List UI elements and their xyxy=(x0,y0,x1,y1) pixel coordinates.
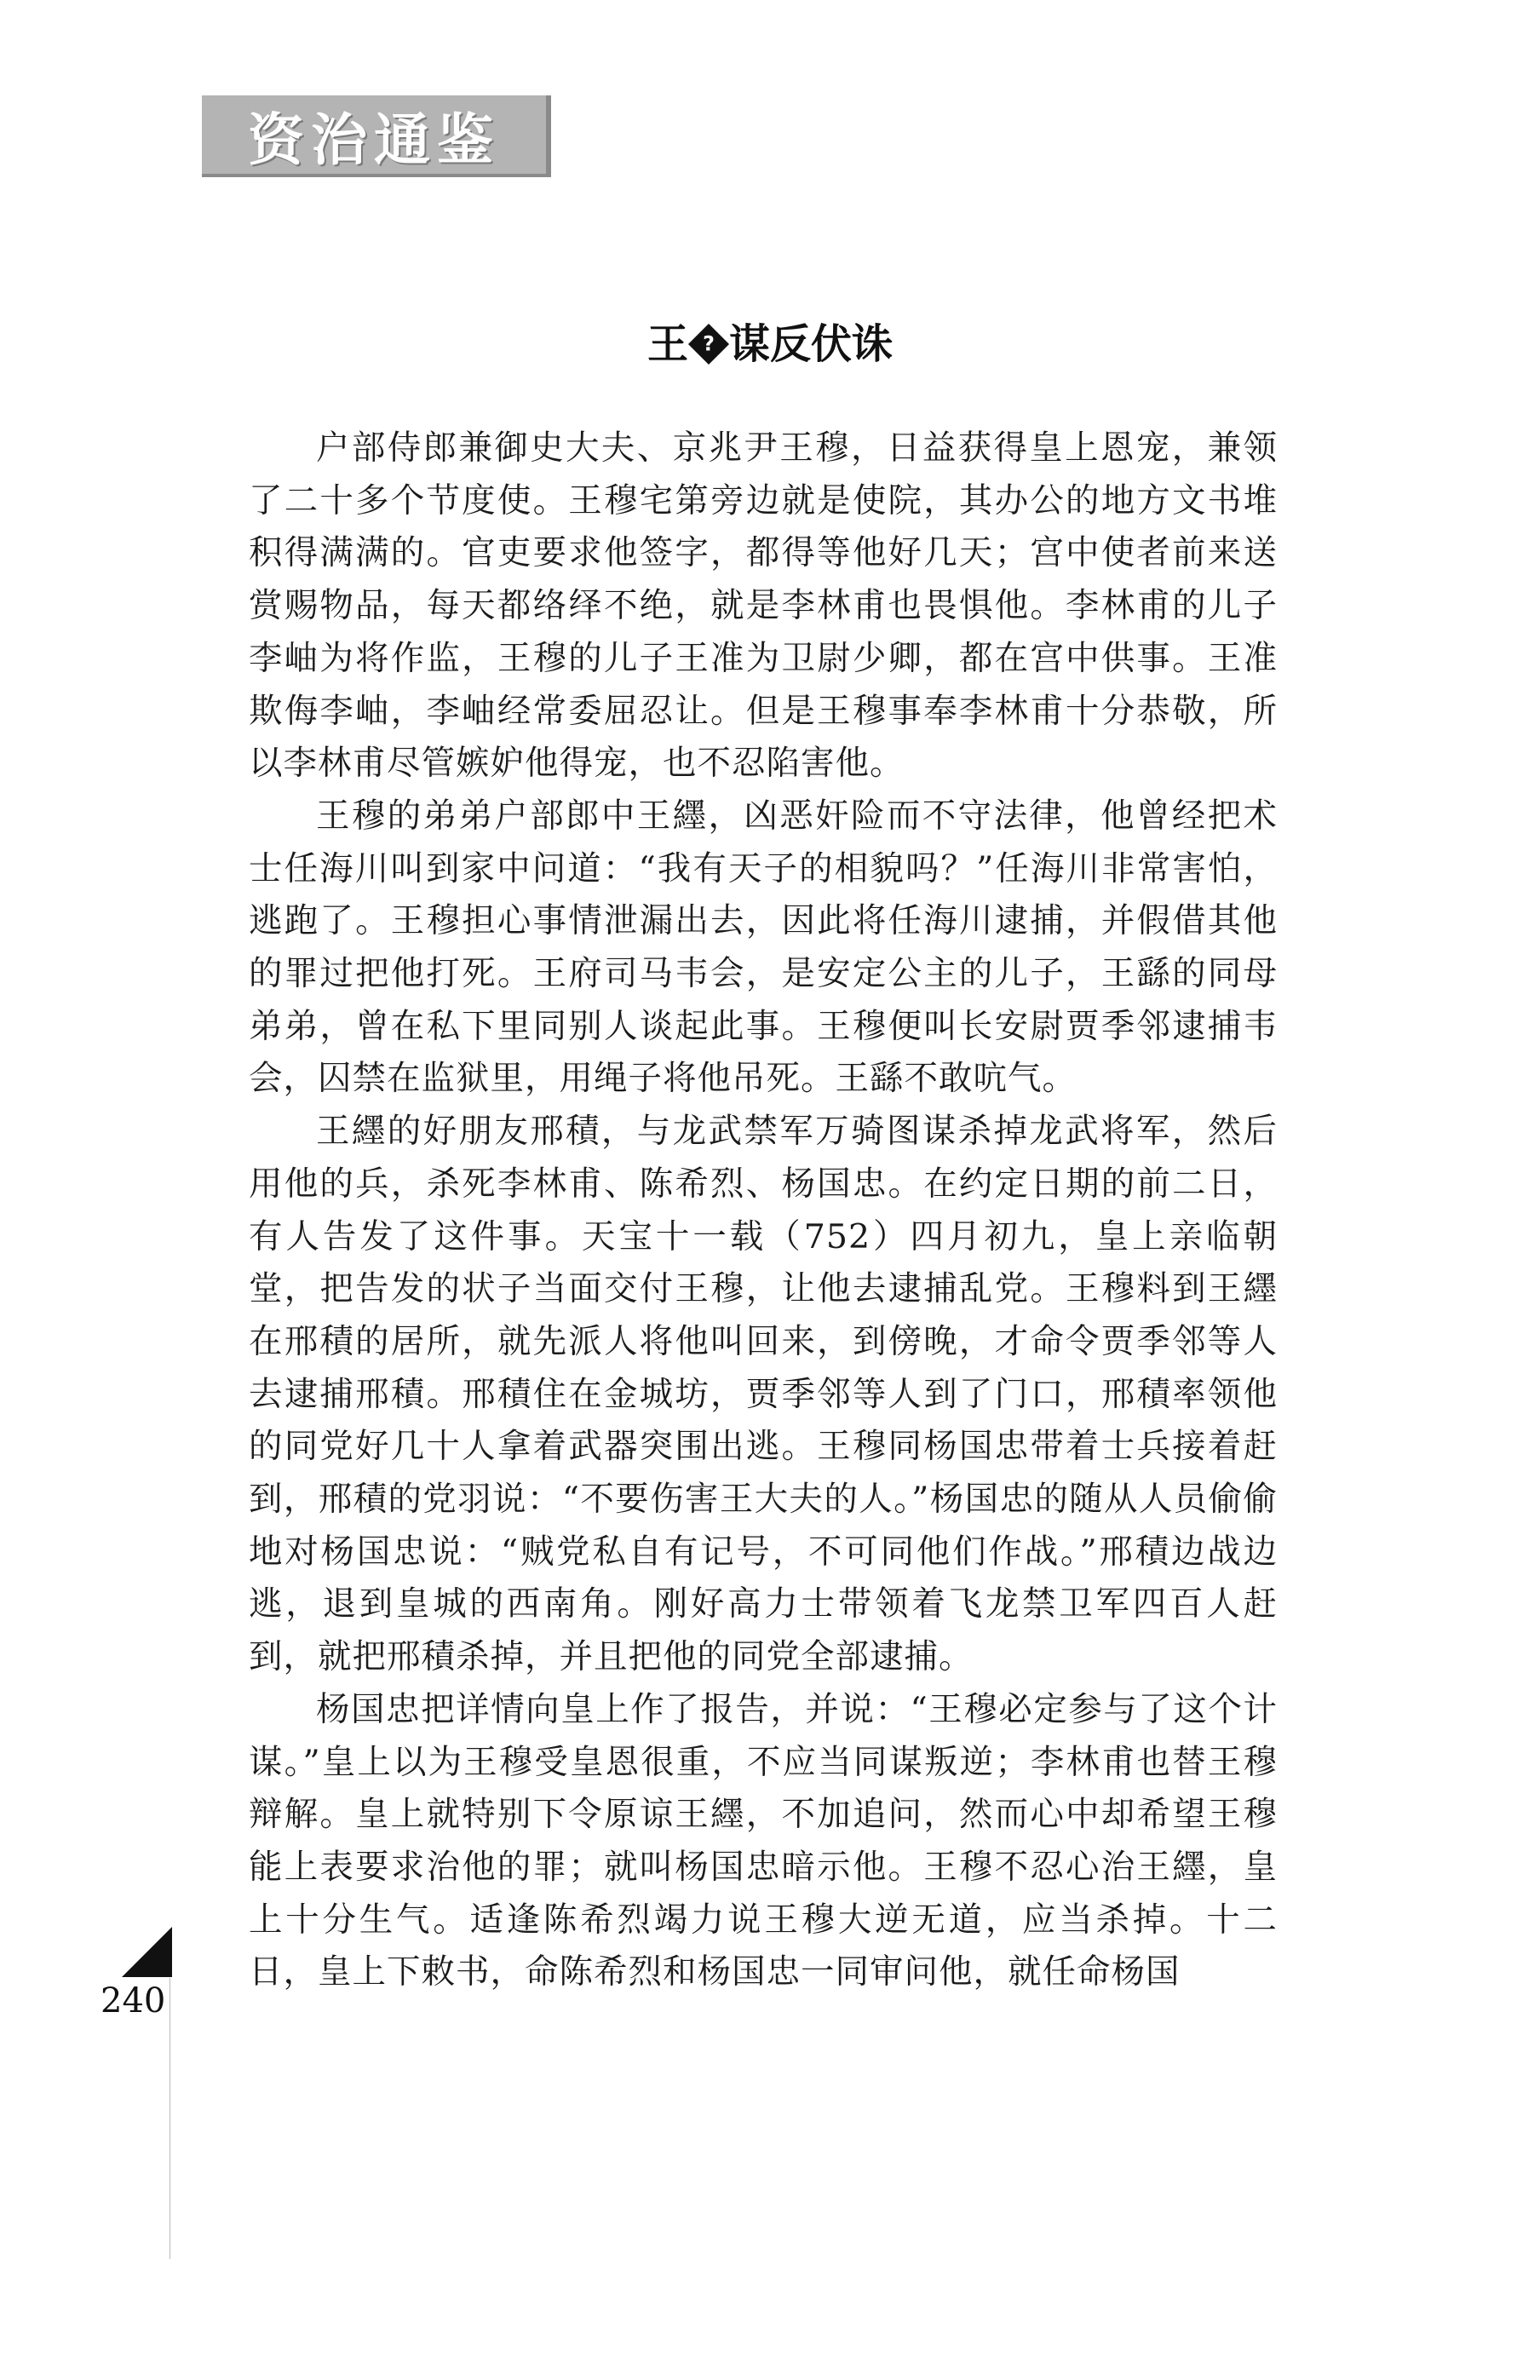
paragraph-2: 王穆的弟弟户部郎中王纆，凶恶奸险而不守法律，他曾经把术士任海川叫到家中问道：“我有天子的相貌吗？”任海川非常害怕，逃跑了。王穆担心事情泄漏出去，因此将任海川逮捕，并假借其他的罪过把他打死。王府司马韦会，是安定公主的儿子，王繇的同母弟弟，曾在私下里同别人谈起此事。王穆便叫长安尉贾季邻逮捕韦会，囚禁在监狱里，用绳子将他吊死。王繇不敢吭气。 xyxy=(249,796,1278,1099)
paragraph-1: 户部侍郎兼御史大夫、京兆尹王穆，日益获得皇上恩宠，兼领了二十多个节度使。王穆宅第旁边就是使院，其办公的地方文书堆积得满满的。官吏要求他签字，都得等他好几天；宫中使者前来送赏赐物品，每天都络绎不绝，就是李林甫也畏惧他。李林甫的儿子李岫为将作监，王穆的儿子王准为卫尉少卿，都在宫中供事。王准欺侮李岫，李岫经常委屈忍让。但是王穆事奉李林甫十分恭敬，所以李林甫尽管嫉妒他得宠，也不忍陷害他。 xyxy=(249,428,1278,784)
chapter-title-part2: 谋反伏诛 xyxy=(729,320,894,368)
page-number: 240 xyxy=(101,1981,166,2021)
paragraph-4: 杨国忠把详情向皇上作了报告，并说：“王穆必定参与了这个计谋。”皇上以为王穆受皇恩很重，不应当同谋叛逆；李林甫也替王穆辩解。皇上就特别下令原谅王纆，不加追问，然而心中却希望王穆能上表要求治他的罪；就叫杨国忠暗示他。王穆不忍心治王纆，皇上十分生气。适逢陈希烈竭力说王穆大逆无道，应当杀掉。十二日，皇上下敕书，命陈希烈和杨国忠一同审问他，就任命杨国 xyxy=(249,1689,1278,1992)
book-title: 资治通鉴 xyxy=(248,106,500,173)
chapter-title xyxy=(0,310,1540,378)
paragraph-3: 王纆的好朋友邢積，与龙武禁军万骑图谋杀掉龙武将军，然后用他的兵，杀死李林甫、陈希烈、杨国忠。在约定日期的前二日，有人告发了这件事。天宝十一载（752）四月初九，皇上亲临朝堂，把告发的状子当面交付王穆，让他去逮捕乱党。王穆料到王纆在邢積的居所，就先派人将他叫回来，到傍晚，才命令贾季邻等人去逮捕邢積。邢積住在金城坊，贾季邻等人到了门口，邢積率领他的同党好几十人拿着武器突围出逃。王穆同杨国忠带着士兵接着赶到，邢積的党羽说：“不要伤害王大夫的人。”杨国忠的随从人员偷偷地对杨国忠说：“贼党私自有记号，不可同他们作战。”邢積边战边逃，退到皇城的西南角。刚好高力士带领着飞龙禁卫军四百人赶到，就把邢積杀掉，并且把他的同党全部逮捕。 xyxy=(249,1112,1278,1677)
chapter-title-part1: 王 xyxy=(646,320,688,368)
page-corner-triangle-icon xyxy=(122,1927,172,1977)
body-text xyxy=(249,423,1278,1999)
book-title-banner xyxy=(202,95,551,177)
missing-glyph-icon: ? xyxy=(688,324,729,365)
